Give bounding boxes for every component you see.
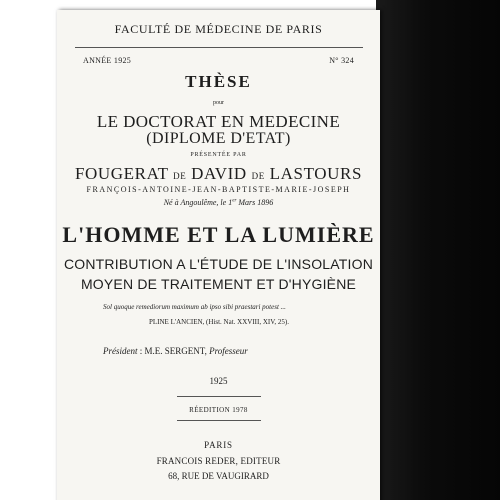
author-name-part: DAVID [191,164,247,183]
year-rule [177,396,261,397]
reedition-line: RÉEDITION 1978 [189,406,248,414]
faculty-header: FACULTÉ DE MÉDECINE DE PARIS [114,22,323,36]
jury-president [103,346,248,356]
birth-text: Né à Angoulême, le 1 [163,198,233,207]
president-label: Président [103,346,138,356]
birth-date: Mars 1896 [236,198,274,207]
author-name-part: FOUGERAT [74,164,169,183]
doctorat-line: LE DOCTORAT EN MEDECINE [96,112,341,131]
work-subtitle-line2: MOYEN DE TRAITEMENT ET D'HYGIÈNE [80,276,357,292]
author-name-part: LASTOURS [269,164,363,183]
work-title: L'HOMME ET LA LUMIÈRE [62,222,375,247]
diplome-line: (DIPLOME D'ETAT) [146,130,291,147]
dark-background [376,0,500,500]
epigraph: Sol quoque remediorum maximum ab ipso sibi praestari potest ... [103,303,286,311]
publisher-address: 68, RUE DE VAUGIRARD [168,471,269,481]
epigraph-source: PLINE L'ANCIEN, (Hist. Nat. XXVIII, XIV, 25). [149,318,289,326]
author-particle: DE [173,171,187,181]
these-heading: THÈSE [185,72,252,91]
president-name: : M.E. SERGENT, [137,346,210,356]
pour-text: pour [213,100,224,106]
birth-ordinal: er [232,198,237,204]
birth-line [57,198,380,207]
author-particle: DE [251,171,265,181]
author-name [57,164,380,184]
publication-year: 1925 [209,376,228,386]
academic-year: ANNÉE 1925 [83,56,132,65]
president-role: Professeur [209,346,248,356]
work-subtitle-line1: CONTRIBUTION A L'ÉTUDE DE L'INSOLATION [63,256,374,272]
presentee-par: PRÉSENTÉE PAR [190,152,247,158]
author-first-names: FRANÇOIS-ANTOINE-JEAN-BAPTISTE-MARIE-JOSEPH [86,185,351,194]
publisher-name: FRANCOIS REDER, EDITEUR [156,456,281,466]
header-rule [75,47,363,48]
title-page [57,10,380,500]
reedition-rule [177,420,261,421]
publisher-city: PARIS [204,440,233,450]
thesis-number: N° 324 [329,56,354,65]
